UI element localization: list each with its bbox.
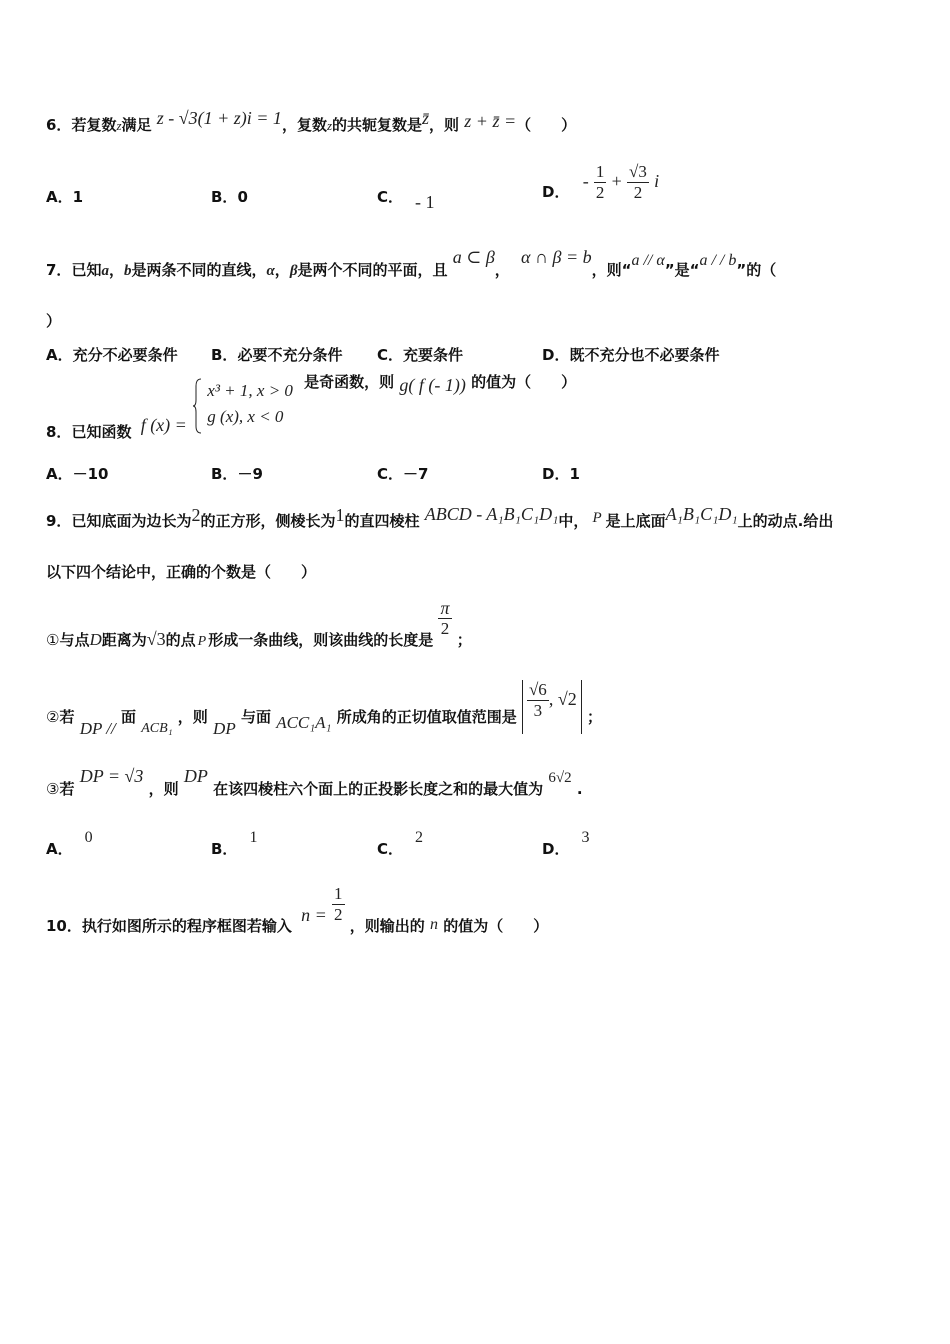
q6-option-d[interactable]: D． - $\frac{1}{2}$ + $\frac{√3}{2}$ i (542, 162, 660, 202)
q9-statement-2: ②若 DP // 面 ACB₁ ，则 DP 与面 ACC₁A₁ 所成角的正切值取值范围是 $\frac{√6}{3}$ , √2 ； (46, 680, 602, 738)
q6-option-c[interactable]: C． - 1 (377, 188, 435, 212)
q7-option-b[interactable]: B．必要不充分条件 (211, 346, 343, 364)
q7-option-d[interactable]: D．既不充分也不必要条件 (542, 346, 720, 364)
q8-option-c[interactable]: C．－7 (377, 465, 429, 483)
q9-option-b[interactable]: B．1 (211, 829, 258, 858)
q8-option-b[interactable]: B．－9 (211, 465, 263, 483)
q9-option-d[interactable]: D．3 (542, 829, 590, 858)
q9-option-c[interactable]: C．2 (377, 829, 424, 858)
question-10-stem: 10．执行如图所示的程序框图若输入 n = $\frac{1}{2}$ ，则输出的 n 的值为（ ） (46, 884, 549, 935)
q6-option-a[interactable]: A．1 (46, 188, 84, 206)
question-9-stem: 9．已知底面为边长为2的正方形，侧棱长为1的直四棱柱 ABCD - A₁B₁C₁D₁中， P 是上底面A₁B₁C₁D₁上的动点.给出 (46, 504, 834, 530)
question-6-stem: 6．若复数z满足 z - √3(1 + z)i = 1，复数z的共轭复数是z̄，则 z + z̄ =（ ） (46, 108, 577, 134)
question-9-stem-2: 以下四个结论中，正确的个数是（ ） (46, 563, 317, 581)
q7-option-a[interactable]: A．充分不必要条件 (46, 346, 178, 364)
question-7-stem-end: ） (46, 312, 62, 330)
q9-statement-1: ①与点D距离为√3的点 P 形成一条曲线，则该曲线的长度是 $\frac{\pi}{2}$ ； (46, 598, 472, 649)
q8-option-a[interactable]: A．－10 (46, 465, 109, 483)
question-7-stem: 7．已知a，b是两条不同的直线，α，β是两个不同的平面，且 a ⊂ β， α ∩ β = b，则“a // α”是“a / / b”的（ (46, 247, 777, 279)
q9-statement-3: ③若 DP = √3 ，则 DP 在该四棱柱六个面上的正投影长度之和的最大值为 6√2 . (46, 766, 583, 798)
q9-option-a[interactable]: A．0 (46, 829, 93, 858)
left-brace-icon (192, 378, 202, 434)
question-8-stem: 8．已知函数 f (x) = x³ + 1, x > 0 g (x), x < 0 是奇函数，则 g( f (- 1)) 的值为（ ） (46, 372, 577, 441)
q7-option-c[interactable]: C．充要条件 (377, 346, 464, 364)
q6-option-b[interactable]: B．0 (211, 188, 248, 206)
q8-option-d[interactable]: D．1 (542, 465, 580, 483)
